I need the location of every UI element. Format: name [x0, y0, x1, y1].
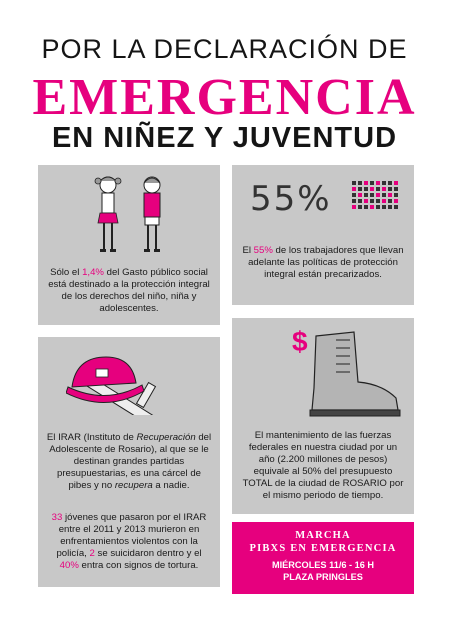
big-55-percent: 55% — [250, 179, 332, 219]
panel-fuerzas-federales — [232, 318, 414, 514]
boy-icon — [144, 177, 160, 252]
panel3-text-muertes: 33 jóvenes que pasaron por el IRAR entre el 2011 y 2013 murieron en enfrentamientos violentos con la policía, 2 se suicidaron dentro y el 40% entra con signos de tortura. — [51, 512, 207, 571]
boot-icon — [302, 328, 402, 420]
panel4-text: El mantenimiento de las fuerzas federales en nuestra ciudad por un año (2.200 millones de pesos) equivale al 50% del presupuesto TOTAL de la ciudad de ROSARIO por el mismo periodo de tiempo. — [242, 430, 404, 501]
panel-gasto-publico — [38, 165, 220, 325]
panel1-text: Sólo el 1,4% del Gasto público social está destinado a la protección integral de los derechos del niño, niña y adolescentes. — [48, 267, 210, 314]
panel-irar — [38, 337, 220, 587]
marcha-date: MIÉRCOLES 11/6 - 16 H — [271, 560, 375, 570]
title-line-1: POR LA DECLARACIÓN DE — [41, 34, 408, 64]
cap-and-baton-illustration — [66, 345, 196, 415]
percent-grid-icon — [352, 181, 408, 221]
title-line-2: EMERGENCIA — [32, 69, 417, 126]
title-line-3: EN NIÑEZ Y JUVENTUD — [51, 122, 398, 154]
marcha-title: MARCHA — [295, 530, 351, 541]
marcha-place: PLAZA PRINGLES — [283, 572, 363, 582]
girl-icon — [95, 177, 121, 252]
highlight-55-percent: 55% — [253, 245, 273, 256]
police-cap-icon — [66, 357, 144, 403]
marcha-subtitle: PIBXS EN EMERGENCIA — [249, 543, 397, 554]
dollar-icon: $ — [292, 326, 308, 357]
panel-trabajadores — [232, 165, 414, 305]
marcha-banner — [232, 522, 414, 594]
highlight-1-4-percent: 1,4% — [82, 267, 104, 278]
panel3-text-irar: El IRAR (Instituto de Recuperación del Adolescente de Rosario), al que se le destinan grandes partidas presupuestarias, es una cárcel de pibes y no recupera a nadie. — [46, 432, 212, 491]
panel2-text: El 55% de los trabajadores que llevan adelante las políticas de protección integral están precarizados. — [242, 245, 404, 280]
children-illustration — [94, 171, 174, 259]
